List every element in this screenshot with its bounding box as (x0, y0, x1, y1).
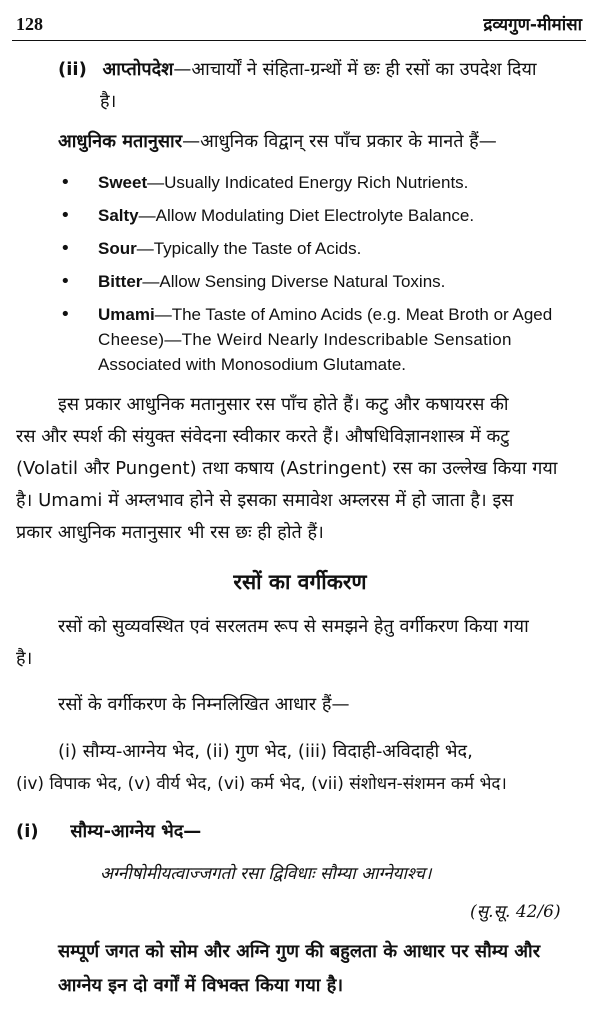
bullet-text-salty: —Allow Modulating Diet Electrolyte Balance. (138, 206, 475, 225)
para5-line-1: सम्पूर्ण जगत को सोम और अग्नि गुण की बहुलता के आधार पर सौम्य और (58, 941, 541, 962)
sanskrit-verse: अग्नीषोमीयत्वाज्जगतो रसा द्विविधाः सौम्या आग्नेयाश्च। (100, 864, 432, 884)
bullet-text-umami-3: Associated with Monosodium Glutamate. (98, 355, 407, 374)
bullet-bitter (98, 270, 445, 294)
bullet-text-sour: —Typically the Taste of Acids. (136, 239, 362, 258)
sub-heading-title: सौम्य-आग्नेय भेद— (70, 821, 202, 842)
modern-view-line (58, 130, 497, 154)
bullet-salty (98, 204, 474, 228)
aptopadesha-line-1 (58, 58, 537, 82)
para1-line-5: प्रकार आधुनिक मतानुसार भी रस छः ही होते हैं। (16, 522, 324, 543)
bullet-term-salty: Salty (98, 206, 139, 225)
modern-view-term: आधुनिक मतानुसार (58, 131, 183, 152)
sub-heading (16, 820, 201, 844)
bullet-sweet (98, 171, 468, 195)
page-number: 128 (16, 14, 43, 34)
section-heading: रसों का वर्गीकरण (233, 570, 367, 594)
para2-line-2: है। (16, 648, 33, 669)
page-header (12, 8, 586, 41)
para4-line-2: (iv) विपाक भेद, (v) वीर्य भेद, (vi) कर्म भेद, (vii) संशोधन-संशमन कर्म भेद। (16, 774, 507, 794)
para4-line-1: (i) सौम्य-आग्नेय भेद, (ii) गुण भेद, (iii) विदाही-अविदाही भेद, (58, 741, 473, 762)
bullet-dot-umami: • (60, 304, 71, 325)
sub-heading-marker: (i) (16, 821, 39, 842)
bullet-text-umami-1: —The Taste of Amino Acids (e.g. Meat Broth or Aged (154, 305, 553, 324)
para2-line-1: रसों को सुव्यवस्थित एवं सरलतम रूप से समझने हेतु वर्गीकरण किया गया (58, 616, 529, 637)
bullet-term-umami: Umami (98, 305, 155, 324)
aptopadesha-text-1: —आचार्यों ने संहिता-ग्रन्थों में छः ही रसों का उपदेश दिया (173, 59, 537, 80)
bullet-text-umami-2: Cheese)—The Weird Nearly Indescribable Sensation (98, 330, 512, 349)
bullet-sour (98, 237, 361, 261)
aptopadesha-marker: (ii) (58, 59, 87, 80)
para5-line-2: आग्नेय इन दो वर्गों में विभक्त किया गया है। (58, 975, 344, 996)
bullet-term-bitter: Bitter (98, 272, 143, 291)
bullet-term-sweet: Sweet (98, 173, 148, 192)
bullet-dot-sweet: • (60, 172, 71, 193)
para1-line-3: (Volatil और Pungent) तथा कषाय (Astringent) रस का उल्लेख किया गया (16, 458, 558, 479)
para1-line-4: है। Umami में अम्लभाव होने से इसका समावेश अम्लरस में हो जाता है। इस (16, 490, 514, 511)
aptopadesha-text-2: है। (100, 91, 117, 112)
running-title: द्रव्यगुण-मीमांसा (483, 15, 582, 35)
bullet-term-sour: Sour (98, 239, 137, 258)
bullet-text-bitter: —Allow Sensing Diverse Natural Toxins. (142, 272, 446, 291)
para3-line: रसों के वर्गीकरण के निम्नलिखित आधार हैं— (58, 694, 350, 715)
bullet-dot-bitter: • (60, 271, 71, 292)
bullet-text-sweet: —Usually Indicated Energy Rich Nutrients. (147, 173, 469, 192)
modern-view-text: —आधुनिक विद्वान् रस पाँच प्रकार के मानते हैं— (182, 131, 497, 152)
bullet-dot-salty: • (60, 205, 71, 226)
para1-line-1: इस प्रकार आधुनिक मतानुसार रस पाँच होते हैं। कटु और कषायरस की (58, 394, 509, 415)
bullet-dot-sour: • (60, 238, 71, 259)
bullet-umami (98, 303, 552, 327)
para1-line-2: रस और स्पर्श की संयुक्त संवेदना स्वीकार करते हैं। औषधिविज्ञानशास्त्र में कटु (16, 426, 510, 447)
aptopadesha-term: आप्तोपदेश (102, 59, 174, 80)
verse-citation: (सु.सू. 42/6) (470, 902, 561, 922)
